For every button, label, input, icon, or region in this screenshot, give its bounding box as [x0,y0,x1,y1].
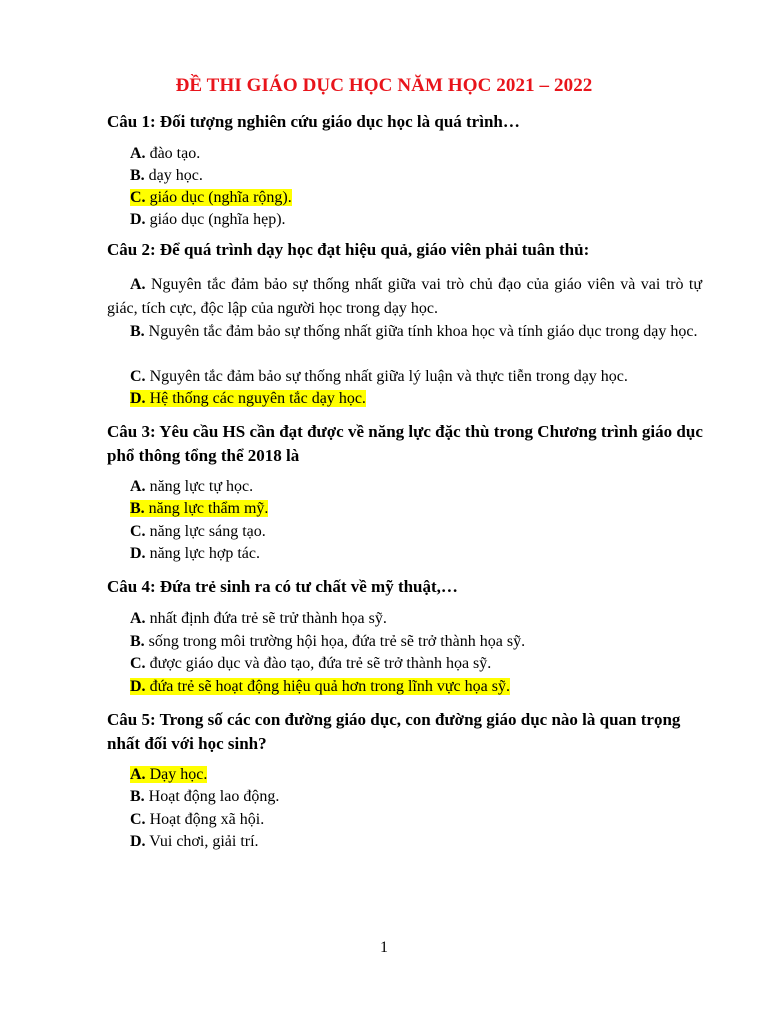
option-label: A. [130,610,146,627]
option-label: C. [130,368,146,385]
option-text: được giáo dục và đào tạo, đứa trẻ sẽ trở thành họa sỹ. [145,655,492,672]
answer-highlight [130,766,207,783]
q5-option-d [130,831,259,853]
q2-option-d [130,388,366,410]
option-text: Hoạt động xã hội. [145,811,265,828]
exam-title: ĐỀ THI GIÁO DỤC HỌC NĂM HỌC 2021 – 2022 [175,75,593,96]
option-label: B. [130,167,145,184]
option-label: D. [130,211,146,228]
option-text: Nguyên tắc đảm bảo sự thống nhất giữa lý luận và thực tiễn trong dạy học. [145,368,628,385]
q2-option-a [107,273,702,320]
option-text: Vui chơi, giải trí. [145,833,259,850]
q3-option-a [130,476,253,498]
question-3: Câu 3: Yêu cầu HS cần đạt được về năng lực đặc thù trong Chương trình giáo dục phổ thông tổng thể 2018 là [107,422,703,465]
q1-option-b [130,165,203,187]
q1-option-d [130,209,286,231]
q1-option-c [130,187,292,209]
option-text: Nguyên tắc đảm bảo sự thống nhất giữa vai trò chủ đạo của giáo viên và vai trò tự giác, tích cực, độc lập của người học trong dạy học. [107,276,702,317]
option-label: B. [130,323,145,340]
option-label: A. [130,145,146,162]
answer-highlight [130,189,292,206]
option-label: D. [130,678,146,695]
option-text: dạy học. [144,167,203,184]
q2-option-b [107,320,702,344]
q3-option-b [130,498,268,520]
q5-option-c [130,809,264,831]
option-label: D. [130,390,146,407]
option-text: giáo dục (nghĩa hẹp). [145,211,286,228]
option-label: C. [130,811,146,828]
q3-option-c [130,521,266,543]
question-2: Câu 2: Để quá trình dạy học đạt hiệu quả, giáo viên phải tuân thủ: [107,240,590,259]
option-label: B. [130,633,145,650]
option-text: Dạy học. [145,766,208,783]
answer-highlight [130,678,510,695]
option-label: B. [130,788,145,805]
q4-option-a [130,608,387,630]
option-text: sống trong môi trường hội họa, đứa trẻ sẽ trở thành họa sỹ. [144,633,526,650]
answer-highlight [130,390,366,407]
option-text: Hoạt động lao động. [144,788,280,805]
option-text: giáo dục (nghĩa rộng). [145,189,292,206]
option-text: năng lực tự học. [145,478,254,495]
question-5: Câu 5: Trong số các con đường giáo dục, con đường giáo dục nào là quan trọng nhất đối với học sinh? [107,710,681,753]
option-label: C. [130,655,146,672]
option-label: C. [130,189,146,206]
q2-option-c [130,366,628,388]
option-label: C. [130,523,146,540]
option-text: Nguyên tắc đảm bảo sự thống nhất giữa tính khoa học và tính giáo dục trong dạy học. [144,323,698,340]
option-label: A. [130,478,146,495]
q4-option-b [130,631,525,653]
option-text: đứa trẻ sẽ hoạt động hiệu quả hơn trong lĩnh vực họa sỹ. [145,678,510,695]
option-label: D. [130,545,146,562]
option-text: đào tạo. [145,145,201,162]
page-number: 1 [380,939,388,956]
question-1: Câu 1: Đối tượng nghiên cứu giáo dục học là quá trình… [107,112,520,131]
q4-option-d [130,676,510,698]
option-text: Hệ thống các nguyên tắc dạy học. [145,390,366,407]
option-label: B. [130,500,145,517]
q4-option-c [130,653,491,675]
answer-highlight [130,500,268,517]
option-text: năng lực sáng tạo. [145,523,266,540]
q5-option-a [130,764,207,786]
q3-option-d [130,543,260,565]
question-4: Câu 4: Đứa trẻ sinh ra có tư chất về mỹ thuật,… [107,577,458,596]
option-text: năng lực thẩm mỹ. [144,500,269,517]
q1-option-a [130,143,200,165]
option-label: A. [130,276,146,293]
option-text: nhất định đứa trẻ sẽ trử thành họa sỹ. [145,610,387,627]
option-label: A. [130,766,146,783]
option-text: năng lực hợp tác. [145,545,260,562]
option-label: D. [130,833,146,850]
q5-option-b [130,786,279,808]
